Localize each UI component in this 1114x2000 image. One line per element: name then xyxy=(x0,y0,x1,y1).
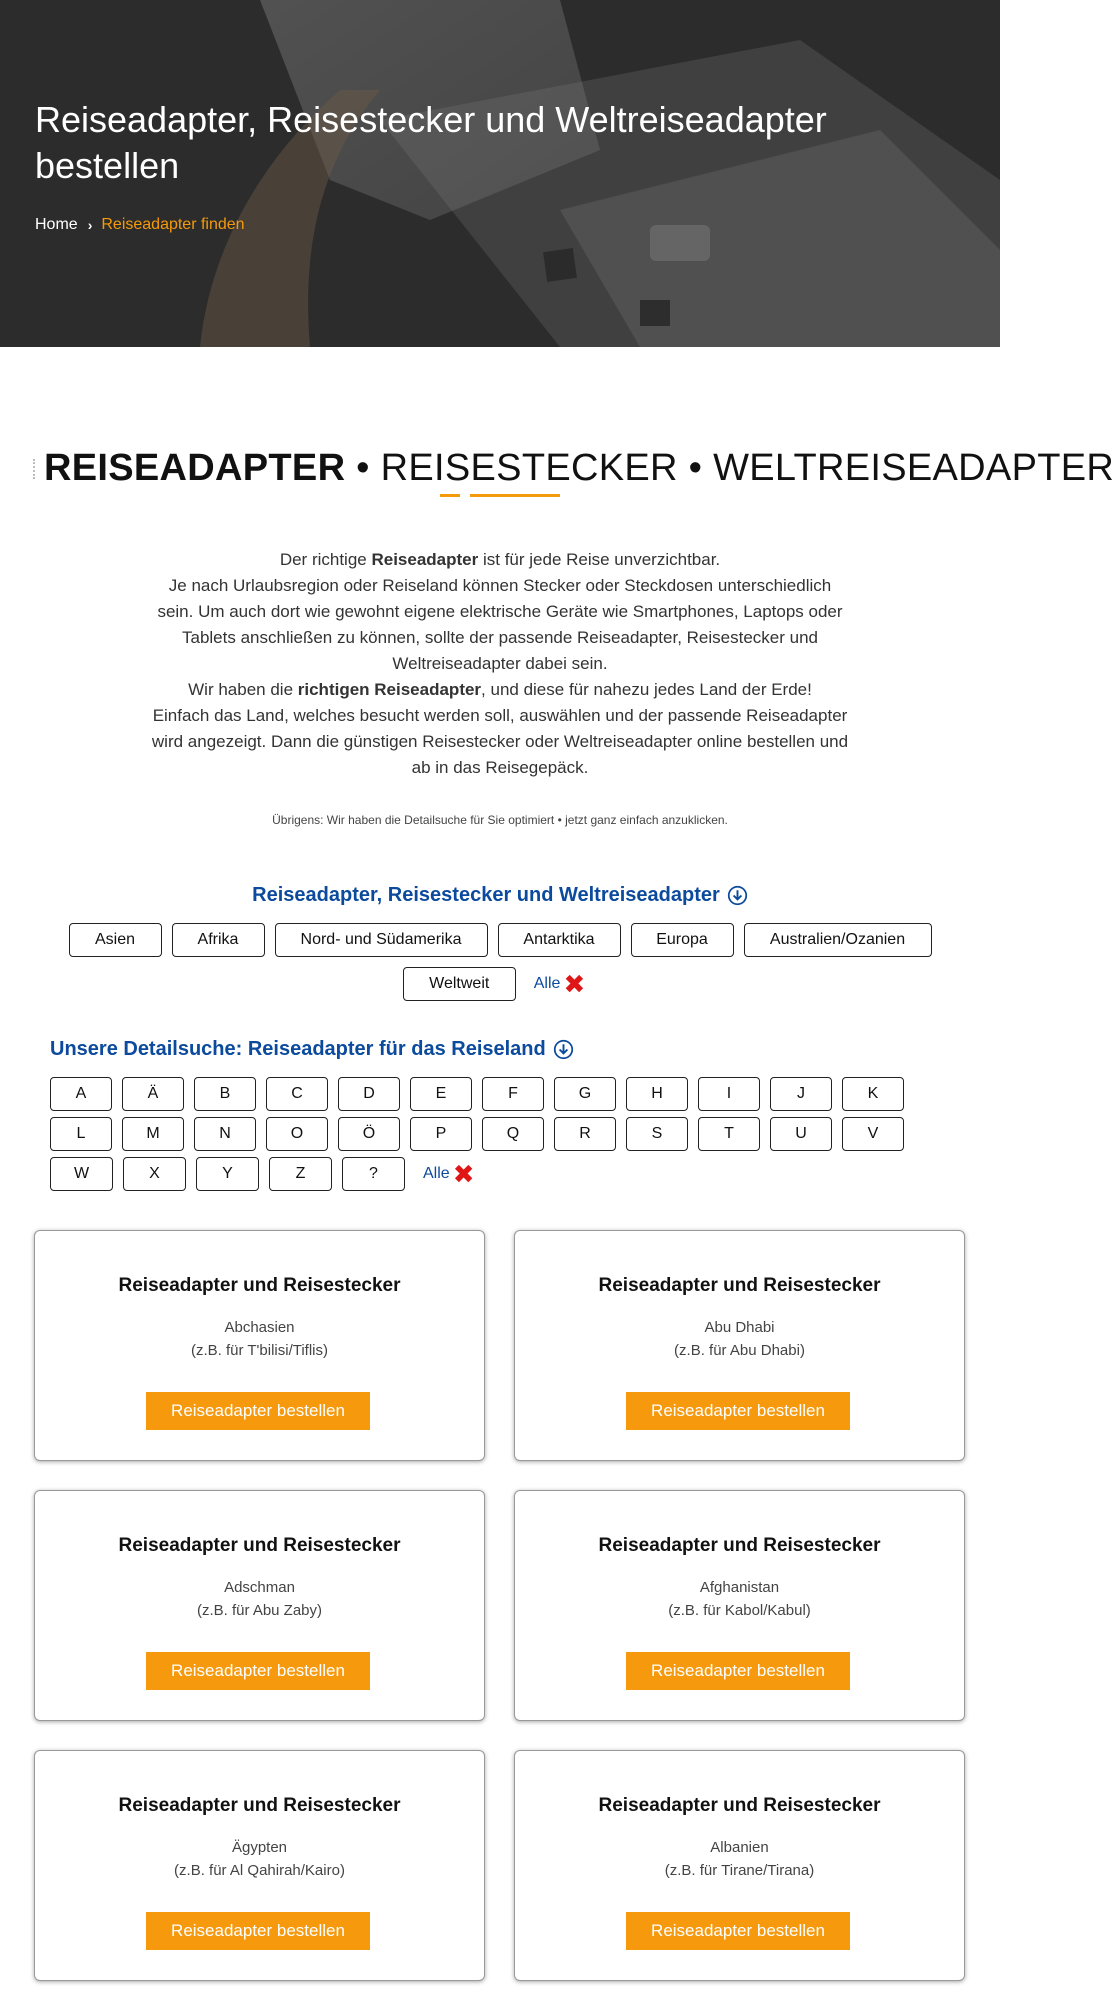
letter-button[interactable]: Q xyxy=(482,1117,544,1151)
intro-paragraph: Einfach das Land, welches besucht werden soll, auswählen und der passende Reiseadapter wird angezeigt. Dann die günstigen Reisestecker oder Weltreiseadapter online bestellen und ab in das Reisegepäck. xyxy=(151,706,849,777)
letter-button[interactable]: K xyxy=(842,1077,904,1111)
letter-button[interactable]: Y xyxy=(196,1157,259,1191)
show-all-label[interactable]: Alle xyxy=(423,1165,450,1182)
intro-paragraph xyxy=(150,547,850,573)
region-button-australien[interactable]: Australien/Ozanien xyxy=(744,923,932,957)
order-adapter-button[interactable]: Reiseadapter bestellen xyxy=(626,1652,850,1690)
card-country: Abu Dhabi xyxy=(704,1319,775,1336)
region-filter-row xyxy=(0,923,1000,957)
card-title: Reiseadapter und Reisestecker xyxy=(118,1795,401,1816)
region-button-europa[interactable]: Europa xyxy=(631,923,734,957)
adapter-card xyxy=(34,1490,485,1721)
letter-button[interactable]: H xyxy=(626,1077,688,1111)
region-button-afrika[interactable]: Afrika xyxy=(172,923,265,957)
adapter-card-grid xyxy=(34,1230,966,1981)
show-all-label[interactable]: Alle xyxy=(533,975,561,992)
card-country: Albanien xyxy=(710,1839,769,1856)
region-filter-row xyxy=(0,967,994,1001)
card-title: Reiseadapter und Reisestecker xyxy=(118,1535,401,1556)
region-title-text: Reiseadapter, Reisestecker und Weltreiseadapter xyxy=(252,884,720,906)
marquee-bold-text: REISEADAPTER xyxy=(44,447,346,489)
letter-button[interactable]: A xyxy=(50,1077,112,1111)
intro-bold-text: richtigen Reiseadapter xyxy=(297,680,482,699)
letter-button[interactable]: X xyxy=(123,1157,186,1191)
region-button-weltweit[interactable]: Weltweit xyxy=(403,967,516,1001)
close-icon[interactable]: ✖ xyxy=(563,969,586,999)
chevron-right-icon: › xyxy=(87,217,93,233)
card-country: Afghanistan xyxy=(699,1579,780,1596)
letter-show-all[interactable] xyxy=(423,1161,474,1187)
intro-text-part: Der richtige xyxy=(279,550,372,569)
letter-button[interactable]: O xyxy=(266,1117,328,1151)
region-button-amerika[interactable]: Nord- und Südamerika xyxy=(275,923,488,957)
card-country: Adschman xyxy=(224,1579,295,1596)
marquee-banner xyxy=(33,445,1114,495)
letter-button[interactable]: R xyxy=(554,1117,616,1151)
intro-text xyxy=(150,547,850,781)
letter-button[interactable]: J xyxy=(770,1077,832,1111)
intro-paragraph: Je nach Urlaubsregion oder Reiseland können Stecker oder Steckdosen unterschiedlich sein. Um auch dort wie gewohnt eigene elektrische Geräte wie Smartphones, Laptops oder Tablets anschließen zu können, sollte der passende Reiseadapter, Reisestecker und Weltreiseadapter dabei sein. xyxy=(157,576,843,673)
letter-button[interactable]: W xyxy=(50,1157,113,1191)
letter-button[interactable]: I xyxy=(698,1077,760,1111)
letter-row xyxy=(50,1077,930,1111)
card-title: Reiseadapter und Reisestecker xyxy=(598,1535,881,1556)
letter-row xyxy=(50,1157,930,1191)
detail-search-note: Übrigens: Wir haben die Detailsuche für Sie optimiert • jetzt ganz einfach anzuklicken. xyxy=(272,813,728,827)
card-country: Abchasien xyxy=(224,1319,295,1336)
letter-button[interactable]: N xyxy=(194,1117,256,1151)
region-show-all[interactable] xyxy=(534,967,585,1001)
region-button-asien[interactable]: Asien xyxy=(69,923,162,957)
letter-button[interactable]: B xyxy=(194,1077,256,1111)
intro-paragraph xyxy=(150,677,850,703)
letter-button[interactable]: C xyxy=(266,1077,328,1111)
card-city: (z.B. für Abu Dhabi) xyxy=(674,1342,805,1359)
letter-button[interactable]: Z xyxy=(269,1157,332,1191)
close-icon[interactable]: ✖ xyxy=(452,1159,475,1189)
letter-button[interactable]: E xyxy=(410,1077,472,1111)
card-country: Ägypten xyxy=(231,1839,288,1856)
letter-button[interactable]: S xyxy=(626,1117,688,1151)
adapter-card xyxy=(514,1750,965,1981)
card-city: (z.B. für Al Qahirah/Kairo) xyxy=(174,1862,345,1879)
decorative-underline xyxy=(440,494,460,497)
adapter-card xyxy=(514,1490,965,1721)
detail-title-text: Unsere Detailsuche: Reiseadapter für das Reiseland xyxy=(50,1038,546,1060)
arrow-down-circle-icon[interactable] xyxy=(553,1039,574,1060)
letter-button[interactable]: G xyxy=(554,1077,616,1111)
card-city: (z.B. für Abu Zaby) xyxy=(196,1602,323,1619)
order-adapter-button[interactable]: Reiseadapter bestellen xyxy=(626,1392,850,1430)
intro-text-part: , und diese für nahezu jedes Land der Erde! xyxy=(481,680,812,699)
letter-filter xyxy=(50,1077,930,1197)
intro-text-part: Wir haben die xyxy=(188,680,298,699)
adapter-card xyxy=(34,1230,485,1461)
letter-button[interactable]: L xyxy=(50,1117,112,1151)
letter-button[interactable]: T xyxy=(698,1117,760,1151)
region-button-antarktika[interactable]: Antarktika xyxy=(498,923,621,957)
letter-button[interactable]: Ö xyxy=(338,1117,400,1151)
letter-button[interactable]: M xyxy=(122,1117,184,1151)
marquee-divider xyxy=(33,459,36,479)
card-title: Reiseadapter und Reisestecker xyxy=(598,1795,881,1816)
adapter-card xyxy=(34,1750,485,1981)
card-title: Reiseadapter und Reisestecker xyxy=(118,1275,401,1296)
letter-button[interactable]: P xyxy=(410,1117,472,1151)
intro-text-part: ist für jede Reise unverzichtbar. xyxy=(478,550,721,569)
card-title: Reiseadapter und Reisestecker xyxy=(598,1275,881,1296)
order-adapter-button[interactable]: Reiseadapter bestellen xyxy=(146,1392,370,1430)
order-adapter-button[interactable]: Reiseadapter bestellen xyxy=(146,1652,370,1690)
breadcrumb-current: Reiseadapter finden xyxy=(101,216,245,233)
marquee-rest-text: • REISESTECKER • WELTREISEADAPTER xyxy=(345,447,1114,489)
letter-button[interactable]: D xyxy=(338,1077,400,1111)
decorative-underline xyxy=(470,494,560,497)
order-adapter-button[interactable]: Reiseadapter bestellen xyxy=(146,1912,370,1950)
marquee-text xyxy=(44,447,1114,490)
order-adapter-button[interactable]: Reiseadapter bestellen xyxy=(626,1912,850,1950)
letter-button[interactable]: U xyxy=(770,1117,832,1151)
intro-bold-text: Reiseadapter xyxy=(371,550,479,569)
detail-section-title xyxy=(50,1038,574,1061)
card-city: (z.B. für Kabol/Kabul) xyxy=(668,1602,811,1619)
breadcrumb-home-link[interactable]: Home xyxy=(35,216,78,233)
letter-button[interactable]: Ä xyxy=(122,1077,184,1111)
arrow-down-circle-icon[interactable] xyxy=(727,885,748,906)
letter-button[interactable]: ? xyxy=(342,1157,405,1191)
letter-button[interactable]: F xyxy=(482,1077,544,1111)
card-city: (z.B. für Tirane/Tirana) xyxy=(664,1862,815,1879)
region-section-title xyxy=(0,884,1000,907)
breadcrumb xyxy=(35,216,245,234)
hero-banner xyxy=(0,0,1000,347)
card-city: (z.B. für T'bilisi/Tiflis) xyxy=(190,1342,329,1359)
letter-button[interactable]: V xyxy=(842,1117,904,1151)
letter-row xyxy=(50,1117,930,1151)
page-title: Reiseadapter, Reisestecker und Weltreiseadapter bestellen xyxy=(35,99,827,186)
adapter-card xyxy=(514,1230,965,1461)
